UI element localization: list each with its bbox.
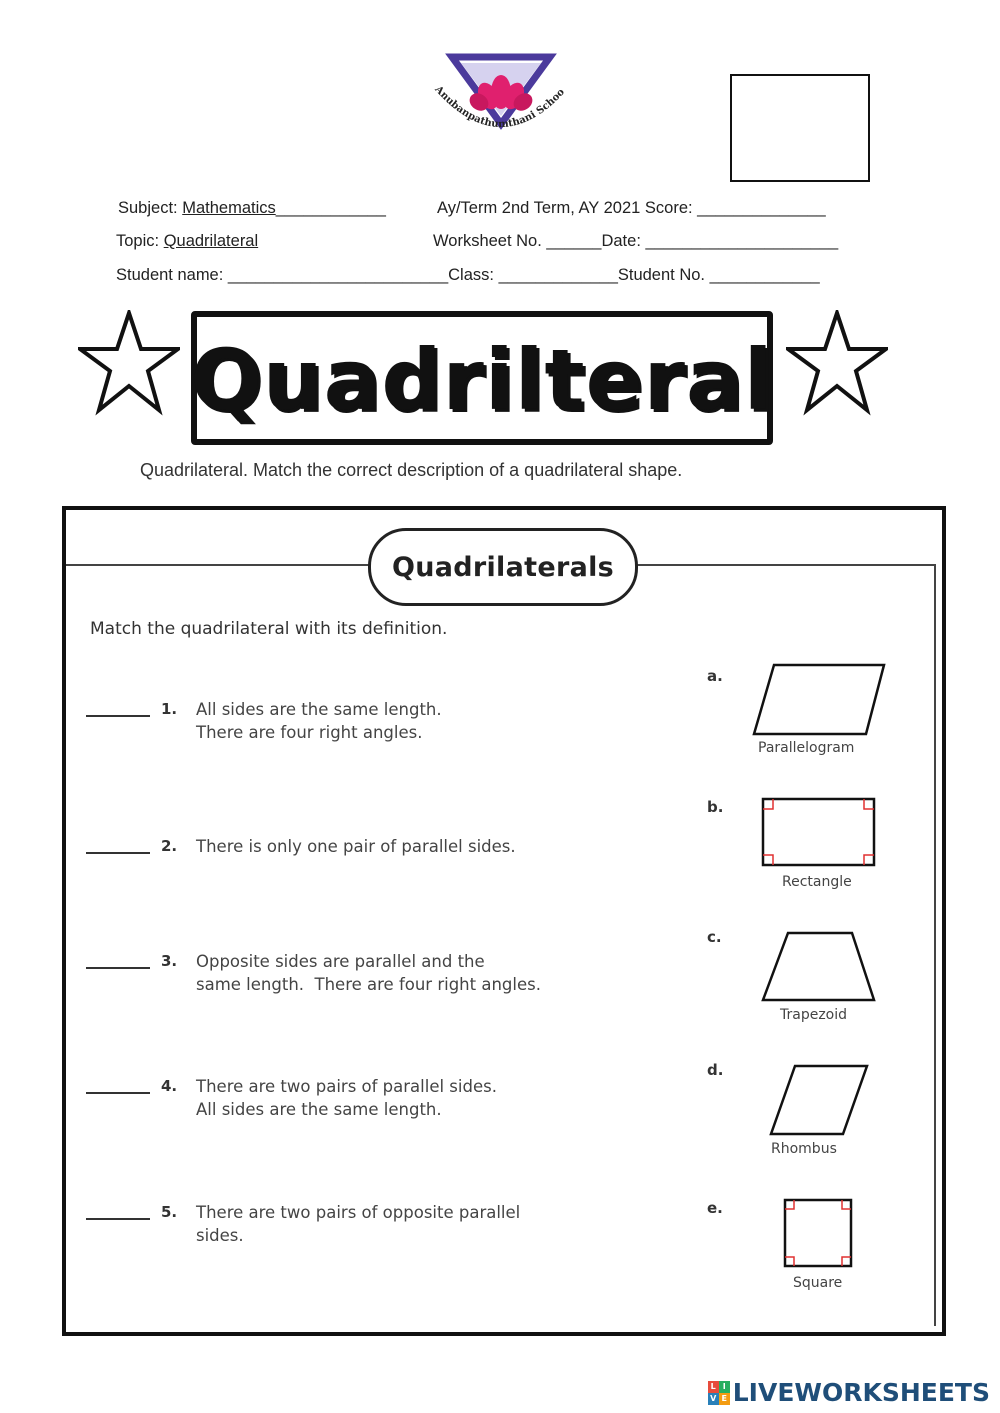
option-letter-d: d. [707,1061,724,1079]
question-number: 3. [161,952,178,970]
question-text [196,1201,520,1247]
trapezoid-shape [760,930,878,1004]
parallelogram-shape [750,662,890,738]
title-box [191,311,773,445]
question-number: 5. [161,1203,178,1221]
subject-value: Mathematics [182,199,276,217]
left-star-icon [78,310,180,416]
panel-title: Quadrilaterals [391,551,615,583]
student-info-line: Student name: ________________________Class: _____________Student No. ____________ [116,266,820,284]
instruction-text: Quadrilateral. Match the correct description of a quadrilateral shape. [140,460,683,480]
option-letter-e: e. [707,1199,723,1217]
question-number: 1. [161,700,178,718]
rectangle-shape [760,796,878,868]
term-score-line: Ay/Term 2nd Term, AY 2021 Score: ______________ [437,199,826,217]
option-label-d: Rhombus [771,1141,837,1157]
right-star-icon [786,310,888,416]
worksheet-date-line: Worksheet No. ______Date: _____________________ [433,232,839,250]
option-letter-b: b. [707,798,724,816]
answer-blank-1[interactable] [86,715,150,717]
topic-line [116,232,258,251]
page-title: Quadrilteral [190,331,774,429]
liveworksheets-footer [708,1378,990,1407]
score-box[interactable] [730,74,870,182]
question-text [196,698,442,744]
rhombus-shape [767,1063,871,1137]
answer-blank-2[interactable] [86,852,150,854]
answer-blank-5[interactable] [86,1218,150,1220]
answer-blank-3[interactable] [86,967,150,969]
school-logo [425,52,570,152]
subject-label: Subject: [118,199,183,217]
option-letter-a: a. [707,667,723,685]
liveworksheets-logo-icon [708,1381,730,1405]
answer-blank-4[interactable] [86,1092,150,1094]
badge-letter: E [719,1393,730,1405]
subject-blank: ____________ [275,199,386,217]
option-label-a: Parallelogram [758,740,855,756]
panel-instruction: Match the quadrilateral with its definition. [90,619,448,639]
option-label-b: Rectangle [782,874,852,890]
question-text [196,835,516,858]
question-number: 4. [161,1077,178,1095]
question-line-1: All sides are the same length. [196,700,442,719]
topic-value: Quadrilateral [163,232,259,250]
question-text [196,950,541,996]
liveworksheets-text: LIVEWORKSHEETS [732,1378,990,1407]
question-line-2: sides. [196,1226,244,1245]
option-letter-c: c. [707,928,722,946]
logo-text: Anubanpathumthani Schoo [432,84,567,131]
question-line-1: Opposite sides are parallel and the [196,952,485,971]
question-line-2: same length. There are four right angles. [196,975,541,994]
badge-letter: I [719,1381,730,1393]
option-label-e: Square [793,1275,843,1291]
panel-title-pill [368,528,638,606]
subject-line [118,199,386,218]
question-line-2: All sides are the same length. [196,1100,442,1119]
question-line-1: There are two pairs of parallel sides. [196,1077,497,1096]
question-line-2: There are four right angles. [196,723,423,742]
topic-label: Topic: [116,232,164,250]
badge-letter: L [708,1381,719,1393]
question-line-1: There is only one pair of parallel sides. [196,837,516,856]
question-number: 2. [161,837,178,855]
question-line-1: There are two pairs of opposite parallel [196,1203,521,1222]
square-shape [782,1197,854,1269]
question-text [196,1075,497,1121]
badge-letter: V [708,1393,719,1405]
option-label-c: Trapezoid [780,1007,848,1023]
